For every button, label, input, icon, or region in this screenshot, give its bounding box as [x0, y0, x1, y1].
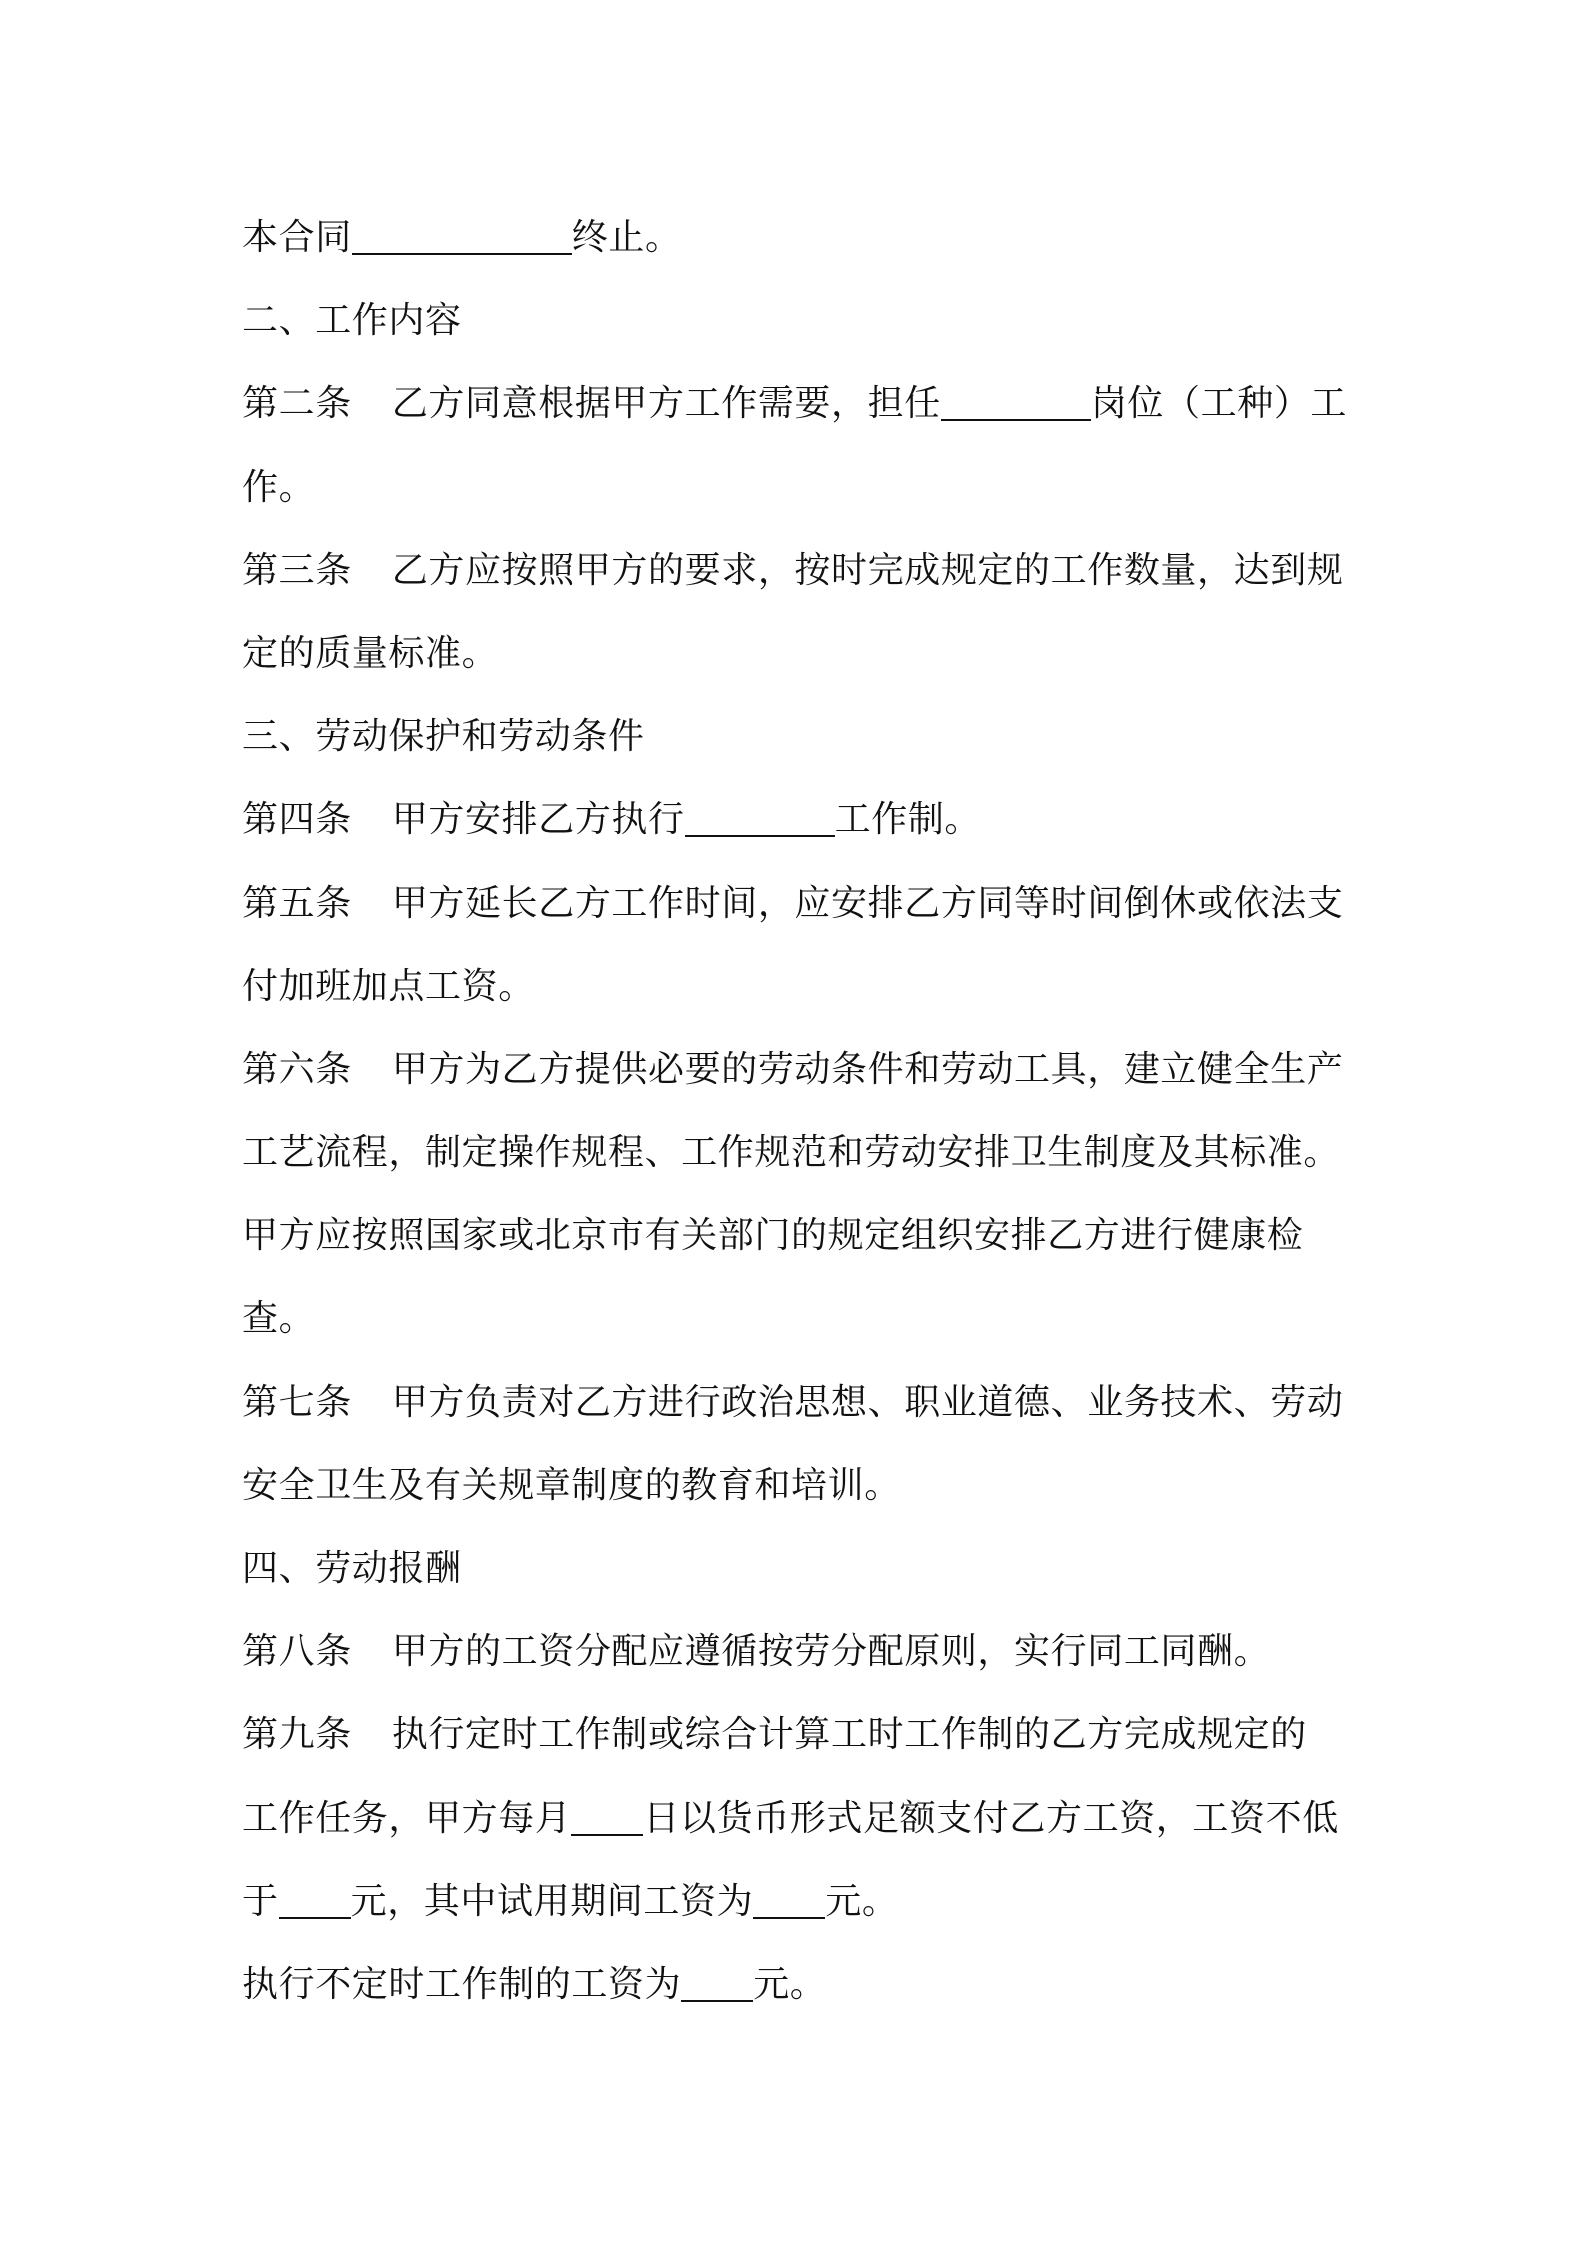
article-7 — [242, 1361, 1362, 1444]
article-6-continuation-1: 工艺流程，制定操作规程、工作规范和劳动安排卫生制度及其标准。 — [242, 1132, 1341, 1174]
text-segment: 工作制。 — [834, 799, 982, 841]
text-segment: 甲方安排乙方执行 — [391, 799, 685, 841]
text-segment: 乙方应按照甲方的要求，按时完成规定的工作数量，达到规 — [391, 549, 1344, 591]
text-segment: 执行定时工作制或综合计算工时工作制的乙方完成规定的 — [391, 1714, 1307, 1756]
text-segment: 甲方负责对乙方进行政治思想、职业道德、业务技术、劳动 — [391, 1381, 1344, 1423]
article-8 — [242, 1610, 1362, 1693]
text-segment: 乙方同意根据甲方工作需要，担任 — [391, 383, 941, 425]
section-title-labor-protection: 三、劳动保护和劳动条件 — [242, 716, 645, 758]
article-2-continuation: 作。 — [242, 466, 316, 508]
text-segment: 工作任务，甲方每月 — [242, 1797, 572, 1839]
blank-field — [681, 1960, 753, 2002]
article-9-continuation-2 — [242, 1860, 1362, 1943]
blank-field — [685, 795, 835, 837]
section-title-remuneration: 四、劳动报酬 — [242, 1548, 462, 1589]
text-segment: 元。 — [825, 1880, 899, 1922]
article-2 — [242, 362, 1362, 445]
irregular-hours-wage-line — [242, 1943, 1362, 2026]
article-3-continuation: 定的质量标准。 — [242, 632, 499, 674]
article-label: 第五条 — [242, 882, 352, 924]
article-label: 第六条 — [242, 1048, 352, 1090]
text-segment: 甲方延长乙方工作时间，应安排乙方同等时间倒休或依法支 — [391, 882, 1344, 924]
text-segment: 日以货币形式足额支付乙方工资，工资不低 — [643, 1797, 1339, 1839]
article-label: 第九条 — [242, 1714, 352, 1756]
article-5 — [242, 862, 1362, 945]
article-9 — [242, 1693, 1362, 1776]
text-segment: 岗位（工种）工 — [1090, 383, 1348, 425]
article-7-continuation: 安全卫生及有关规章制度的教育和培训。 — [242, 1464, 901, 1506]
contract-end-line — [242, 196, 1362, 279]
article-label: 第八条 — [242, 1631, 352, 1673]
blank-field — [753, 1877, 825, 1919]
blank-field — [352, 213, 572, 255]
article-9-continuation-1 — [242, 1777, 1362, 1860]
text-segment: 本合同 — [242, 217, 352, 258]
article-label: 第七条 — [242, 1381, 352, 1423]
text-segment: 元，其中试用期间工资为 — [350, 1880, 754, 1922]
blank-field — [941, 379, 1091, 421]
document-content — [242, 196, 1362, 2026]
text-segment: 甲方的工资分配应遵循按劳分配原则，实行同工同酬。 — [391, 1631, 1271, 1673]
article-6-continuation-3: 查。 — [242, 1298, 316, 1340]
text-segment: 终止。 — [571, 217, 682, 258]
article-5-continuation: 付加班加点工资。 — [242, 965, 535, 1007]
text-segment: 元。 — [753, 1963, 827, 2005]
article-label: 第四条 — [242, 799, 352, 841]
text-segment: 于 — [242, 1880, 279, 1922]
article-4 — [242, 778, 1362, 861]
article-6 — [242, 1028, 1362, 1111]
text-segment: 执行不定时工作制的工资为 — [242, 1963, 682, 2005]
article-6-continuation-2: 甲方应按照国家或北京市有关部门的规定组织安排乙方进行健康检 — [242, 1215, 1304, 1257]
blank-field — [571, 1794, 643, 1836]
text-segment: 甲方为乙方提供必要的劳动条件和劳动工具，建立健全生产 — [391, 1048, 1344, 1090]
section-title-work-content: 二、工作内容 — [242, 300, 462, 342]
article-label: 第二条 — [242, 383, 352, 425]
blank-field — [279, 1877, 351, 1919]
article-label: 第三条 — [242, 549, 352, 591]
article-3 — [242, 529, 1362, 612]
